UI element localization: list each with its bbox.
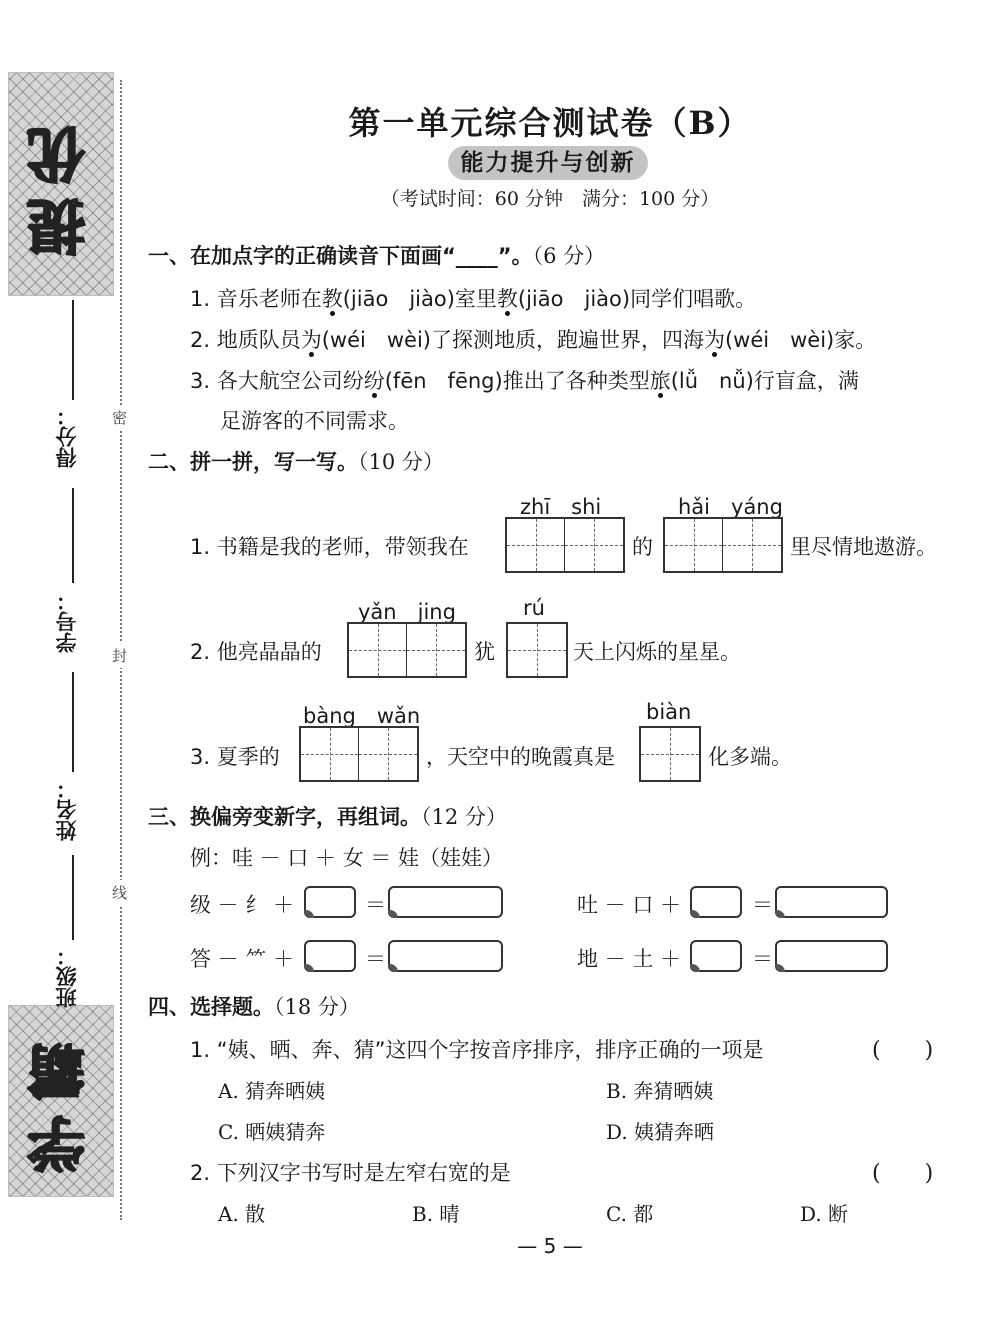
writing-grid-zhishi[interactable] bbox=[505, 517, 625, 573]
leaf-icon bbox=[775, 964, 785, 972]
pinyin-bian: biàn bbox=[646, 700, 692, 724]
section-4-heading bbox=[148, 991, 360, 1021]
s2-q1-suffix: 里尽情地遨游。 bbox=[790, 535, 937, 559]
answer-parentheses[interactable]: ( ) bbox=[872, 1161, 934, 1186]
writing-grid-bian[interactable] bbox=[639, 726, 701, 782]
dotted-char[interactable]: 为 bbox=[703, 328, 725, 352]
section-2-heading bbox=[148, 446, 444, 476]
writing-grid-haiyang[interactable] bbox=[663, 517, 783, 573]
dotted-char[interactable]: 教 bbox=[496, 287, 518, 311]
section-2-points: （10 分） bbox=[358, 450, 444, 474]
s2-q3-mid: ，天空中的晚霞真是 bbox=[426, 745, 615, 769]
answer-box-word[interactable] bbox=[775, 886, 888, 918]
s3-row2-right-formula: 地 － 土 ＋ bbox=[577, 947, 682, 971]
equals-sign: ＝ bbox=[752, 893, 773, 917]
brand-badge-top-text: 提优 bbox=[27, 112, 95, 256]
s1-question-1: 1. 音乐老师在教(jiāo jiào)室里教(jiāo jiào)同学们唱歌。 bbox=[190, 287, 757, 311]
leaf-icon bbox=[388, 964, 398, 972]
s1-question-3: 3. 各大航空公司纷纷(fēn fēng)推出了各种类型旅(lǚ nǚ)行盲盒，满 bbox=[190, 369, 859, 393]
s2-q1-mid: 的 bbox=[632, 535, 653, 559]
section-1-heading bbox=[148, 240, 605, 270]
s2-q2-mid: 犹 bbox=[474, 640, 495, 664]
answer-box-word[interactable] bbox=[388, 940, 503, 972]
s3-row1-left-formula: 级 － 纟 ＋ bbox=[190, 893, 295, 917]
section-3-title: 三、换偏旁变新字，再组词。 bbox=[148, 805, 421, 829]
s3-row1-right-formula: 吐 － 口 ＋ bbox=[577, 893, 682, 917]
name-label: 姓名： bbox=[55, 778, 79, 841]
option-d[interactable]: D. 断 bbox=[800, 1202, 849, 1226]
brand-badge-bottom-text: 学霸 bbox=[27, 1029, 95, 1173]
equals-sign: ＝ bbox=[365, 947, 386, 971]
writing-grid-yanjing[interactable] bbox=[347, 622, 467, 678]
dotted-char[interactable]: 纷 bbox=[363, 369, 385, 393]
page-number: — 5 — bbox=[517, 1234, 583, 1258]
answer-box-word[interactable] bbox=[775, 940, 888, 972]
option-b[interactable]: B. 晴 bbox=[412, 1202, 460, 1226]
option-d[interactable]: D. 姨猜奔晒 bbox=[606, 1120, 715, 1144]
equals-sign: ＝ bbox=[752, 947, 773, 971]
score-underline[interactable] bbox=[72, 300, 74, 400]
section-4-points: （18 分） bbox=[274, 995, 360, 1019]
page-title: 第一单元综合测试卷（B） bbox=[348, 104, 752, 142]
pinyin-bangwan: bàng wǎn bbox=[303, 704, 421, 728]
option-c[interactable]: C. 晒姨猜奔 bbox=[218, 1120, 326, 1144]
leaf-icon bbox=[304, 964, 314, 972]
student-id-label: 学号： bbox=[55, 590, 79, 653]
answer-box-char[interactable] bbox=[690, 886, 742, 918]
leaf-icon bbox=[690, 964, 700, 972]
answer-parentheses[interactable]: ( ) bbox=[872, 1038, 934, 1063]
class-label: 班级： bbox=[55, 945, 79, 1008]
leaf-icon bbox=[388, 910, 398, 918]
leaf-icon bbox=[690, 910, 700, 918]
seal-char-xian: 线 bbox=[112, 880, 127, 905]
subtitle-badge: 能力提升与创新 bbox=[448, 146, 648, 180]
s2-q3-suffix: 化多端。 bbox=[708, 745, 792, 769]
answer-box-char[interactable] bbox=[690, 940, 742, 972]
s2-q1-prefix: 1. 书籍是我的老师，带领我在 bbox=[190, 535, 469, 559]
equals-sign: ＝ bbox=[365, 893, 386, 917]
s3-row2-left-formula: 答 － ⺮ ＋ bbox=[190, 947, 295, 971]
writing-grid-ru[interactable] bbox=[506, 622, 568, 678]
pinyin-haiyang: hǎi yáng bbox=[678, 495, 783, 519]
leaf-icon bbox=[304, 910, 314, 918]
score-label: 得分： bbox=[55, 405, 79, 468]
dotted-char[interactable]: 教 bbox=[321, 287, 343, 311]
writing-grid-bangwan[interactable] bbox=[299, 726, 419, 782]
answer-box-word[interactable] bbox=[388, 886, 503, 918]
dotted-char[interactable]: 旅 bbox=[649, 369, 671, 393]
section-1-title: 一、在加点字的正确读音下面画“____”。 bbox=[148, 244, 533, 268]
s1-question-3-continued: 足游客的不同需求。 bbox=[220, 409, 409, 433]
s4-question-1: 1. “姨、晒、奔、猜”这四个字按音序排序，排序正确的一项是 bbox=[190, 1038, 764, 1062]
exam-info: （考试时间：60 分钟 满分：100 分） bbox=[380, 188, 720, 210]
seal-char-mi: 密 bbox=[112, 405, 127, 430]
student-id-underline[interactable] bbox=[72, 488, 74, 583]
s1-question-2: 2. 地质队员为(wéi wèi)了探测地质，跑遍世界，四海为(wéi wèi)家。 bbox=[190, 328, 877, 352]
section-3-heading bbox=[148, 801, 507, 831]
pinyin-zhishi: zhī shi bbox=[520, 495, 602, 519]
name-underline[interactable] bbox=[72, 672, 74, 772]
s2-q3-prefix: 3. 夏季的 bbox=[190, 745, 280, 769]
dotted-char[interactable]: 为 bbox=[300, 328, 322, 352]
s4-question-2: 2. 下列汉字书写时是左窄右宽的是 bbox=[190, 1161, 511, 1185]
option-a[interactable]: A. 猜奔晒姨 bbox=[218, 1079, 326, 1103]
leaf-icon bbox=[775, 910, 785, 918]
brand-badge-bottom bbox=[8, 1005, 114, 1197]
s2-q2-prefix: 2. 他亮晶晶的 bbox=[190, 640, 322, 664]
seal-char-feng: 封 bbox=[112, 643, 127, 668]
s3-example: 例：哇 － 口 ＋ 女 ＝ 娃（娃娃） bbox=[190, 846, 504, 870]
section-1-points: （6 分） bbox=[532, 244, 606, 268]
section-2-title: 二、拼一拼，写一写。 bbox=[148, 450, 358, 474]
pinyin-yanjing: yǎn jing bbox=[358, 600, 456, 624]
class-underline[interactable] bbox=[72, 855, 74, 940]
option-c[interactable]: C. 都 bbox=[606, 1202, 654, 1226]
s2-q2-suffix: 天上闪烁的星星。 bbox=[573, 640, 741, 664]
answer-box-char[interactable] bbox=[304, 886, 356, 918]
option-b[interactable]: B. 奔猜晒姨 bbox=[606, 1079, 714, 1103]
pinyin-ru: rú bbox=[523, 596, 545, 620]
answer-box-char[interactable] bbox=[304, 940, 356, 972]
section-4-title: 四、选择题。 bbox=[148, 995, 274, 1019]
option-a[interactable]: A. 散 bbox=[218, 1202, 266, 1226]
section-3-points: （12 分） bbox=[421, 805, 507, 829]
